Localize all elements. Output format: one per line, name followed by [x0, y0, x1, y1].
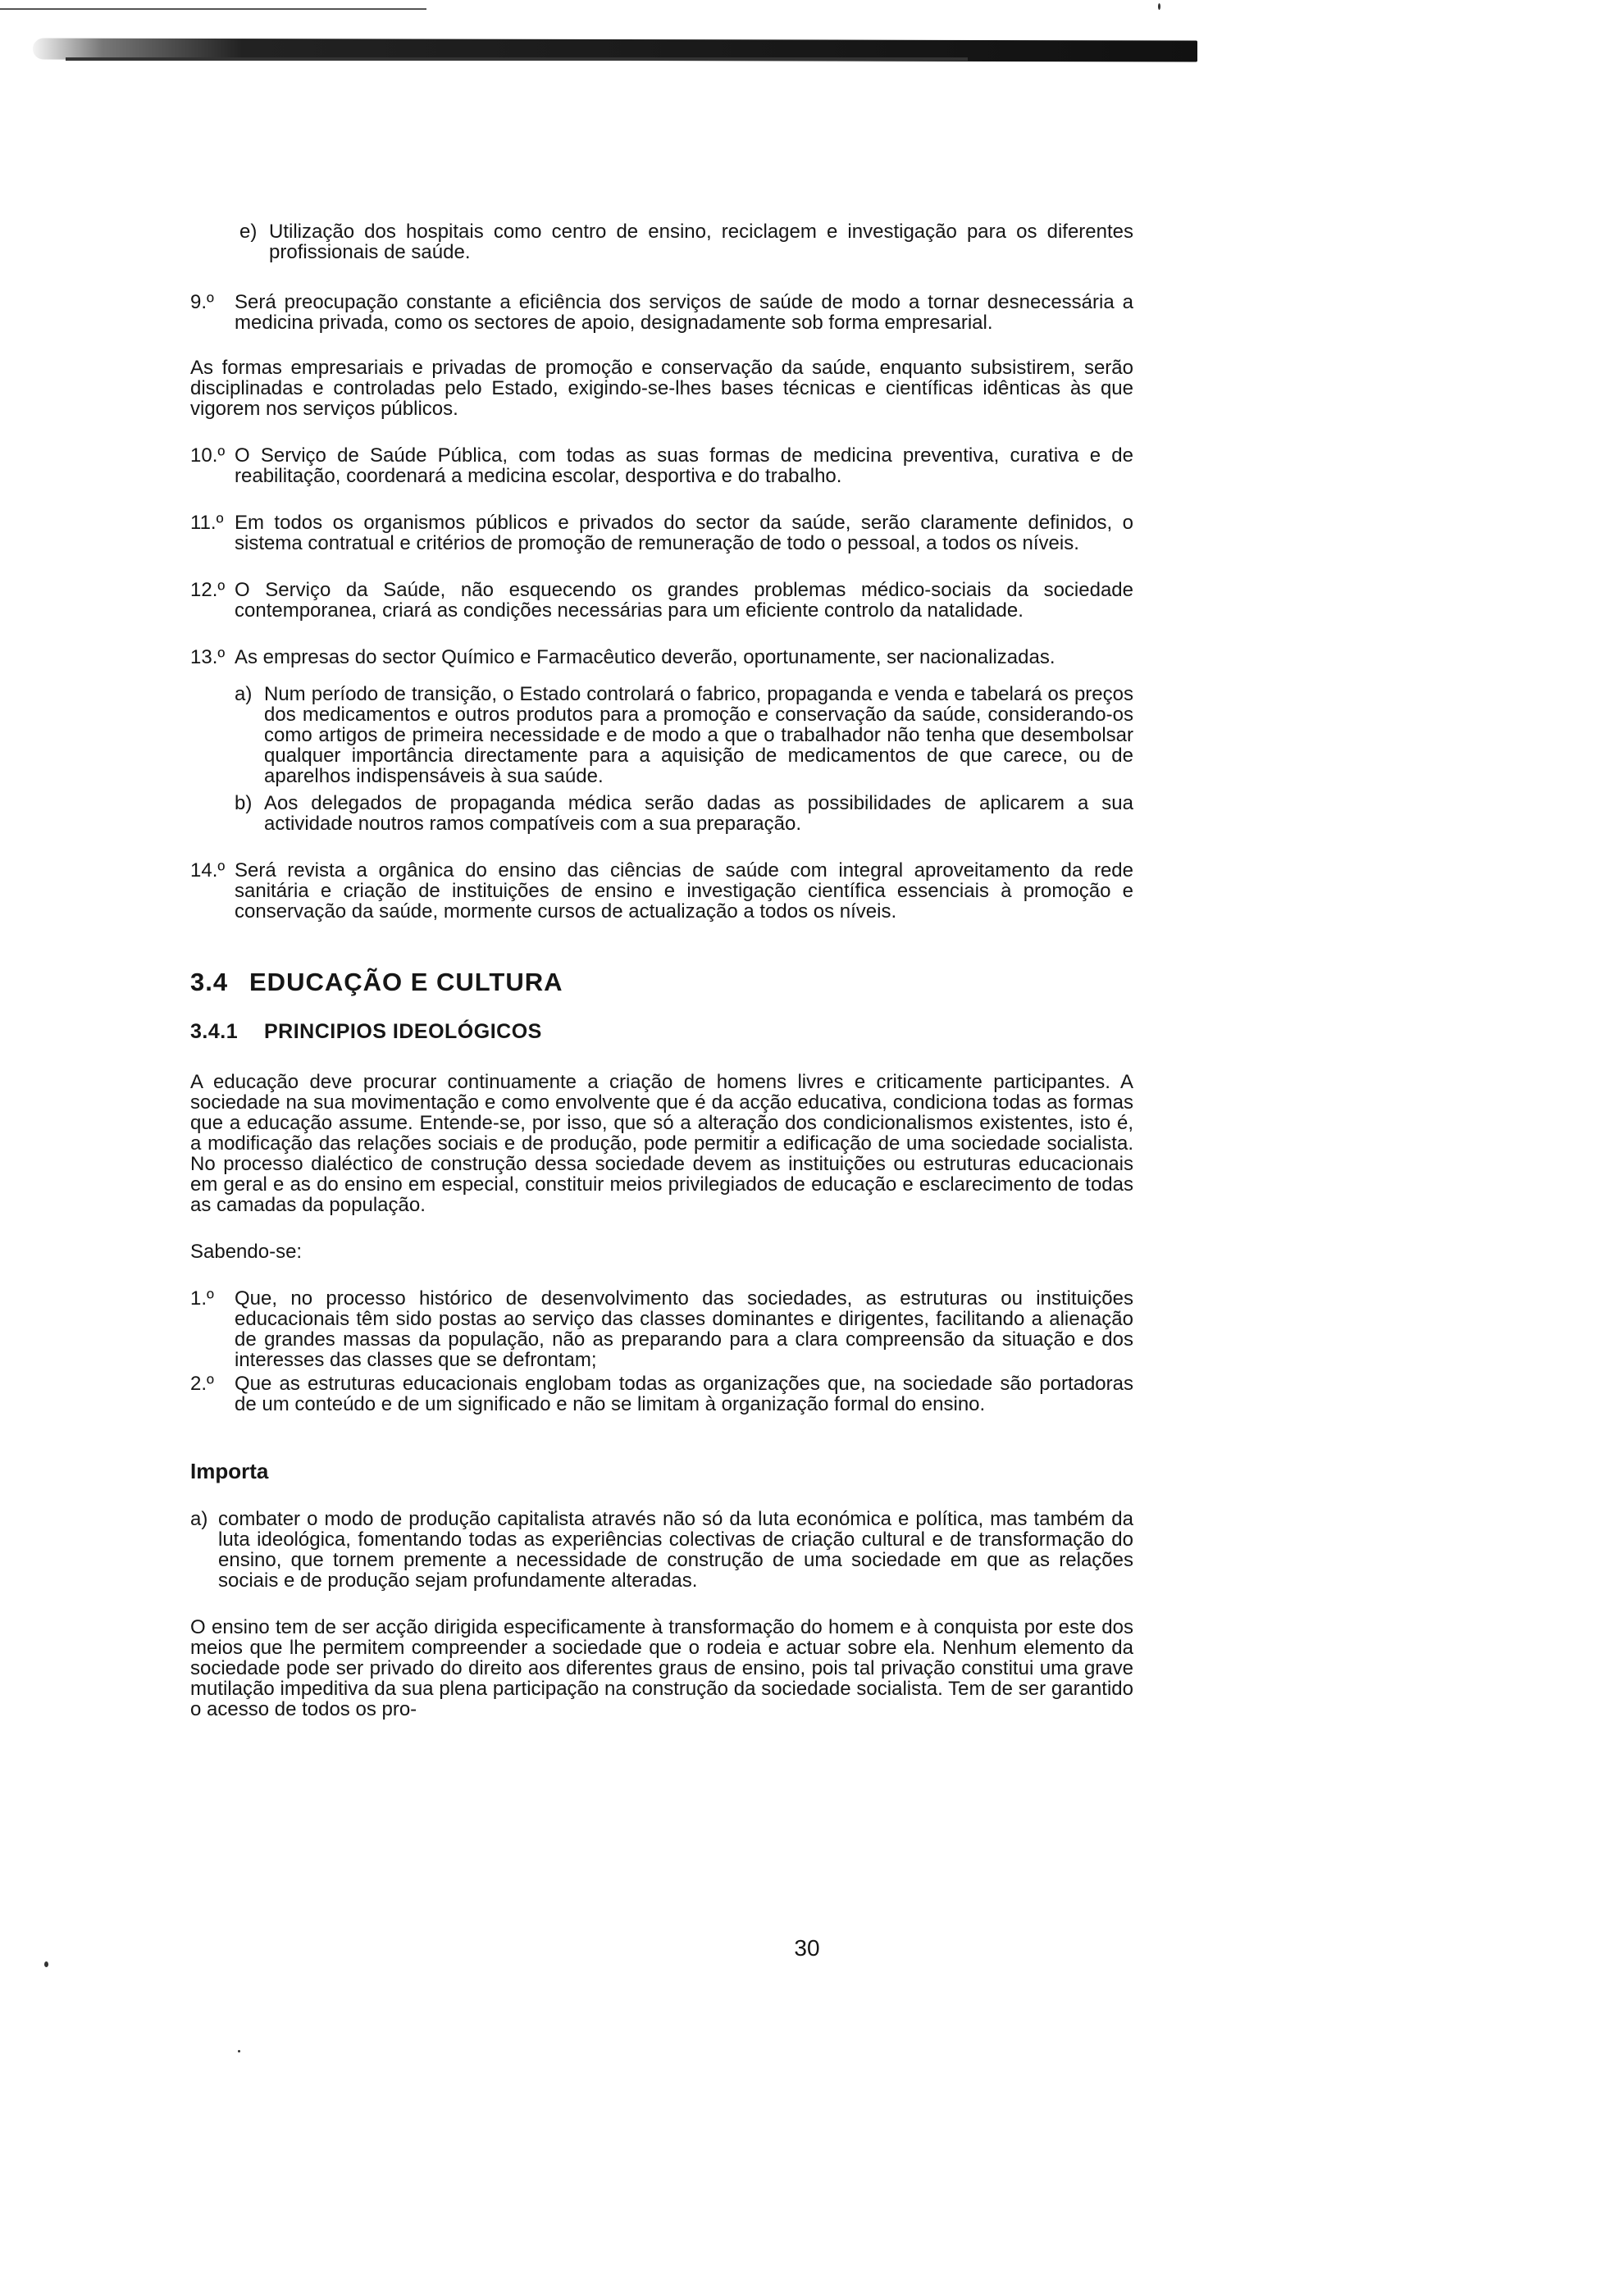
subsection-heading — [190, 1020, 1133, 1044]
page-number: 30 — [794, 1935, 820, 1961]
list-marker: b) — [235, 792, 253, 814]
list-item-12 — [190, 580, 1133, 621]
list-item-13 — [190, 647, 1133, 667]
list-marker: 13.º — [190, 646, 226, 668]
list-marker: 9.º — [190, 291, 214, 313]
list-item-13a — [235, 684, 1133, 786]
list-marker: 14.º — [190, 859, 226, 882]
paragraph-educacao: A educação deve procurar continuamente a criação de homens livres e criticamente participantes. A sociedade na sua movimentação e como envolvente que é da acção educativa, condiciona todas as formas que a educação assume. Entende-se, por isso, que só a alteração dos condicionalismos existentes, isto é, a modificação das relações sociais e de produção, pode permitir a edificação de uma sociedade socialista. No processo dialéctico de construção dessa sociedade devem as instituições ou estruturas educacionais em geral e as do ensino em especial, constituir meios privilegiados de educação e esclarecimento de todas as camadas da população. — [190, 1071, 1133, 1216]
paragraph-formas-empresariais: As formas empresariais e privadas de promoção e conservação da saúde, enquanto subsistirem, serão disciplinadas e controladas pelo Estado, exigindo-se-lhes bases técnicas e científicas idênticas às que vigorem nos serviços públicos. — [190, 357, 1133, 420]
list-item-s2 — [190, 1374, 1133, 1414]
scan-speck — [1158, 3, 1160, 10]
list-text: Que, no processo histórico de desenvolvimento das sociedades, as estruturas ou instituições educacionais têm sido postas ao serviço das classes dominantes e dirigentes, facilitando a alienação de grandes massas da população, não as preparando para a clara compreensão da situação e dos interesses das classes que se defrontam; — [235, 1287, 1133, 1371]
scan-edge-line — [0, 8, 426, 10]
list-marker: e) — [239, 221, 258, 243]
list-marker: 12.º — [190, 579, 226, 601]
list-marker: a) — [190, 1508, 208, 1530]
section-number: 3.4 — [190, 968, 229, 996]
list-text: Será preocupação constante a eficiência dos serviços de saúde de modo a tornar desnecessária a medicina privada, como os sectores de apoio, designadamente sob forma empresarial. — [235, 291, 1133, 334]
subsection-title: PRINCIPIOS IDEOLÓGICOS — [264, 1020, 542, 1043]
heading-importa: Importa — [190, 1459, 269, 1483]
list-text: Num período de transição, o Estado controlará o fabrico, propaganda e venda e tabelará os preços dos medicamentos e outros produtos para a promoção e conservação da saúde, considerando-os como artigos de primeira necessidade e de modo a que o trabalhador não tenha que desembolsar qualquer importância directamente para a aquisição de medicamentos de que carece, ou de aparelhos indispensáveis à sua saúde. — [264, 683, 1133, 787]
list-text: As empresas do sector Químico e Farmacêutico deverão, oportunamente, ser nacionalizadas. — [235, 646, 1055, 668]
list-text: Aos delegados de propaganda médica serão dadas as possibilidades de aplicarem a sua actividade noutros ramos compatíveis com a sua preparação. — [264, 792, 1133, 835]
section-heading — [190, 968, 1133, 997]
document-body — [190, 221, 1133, 1746]
list-item-9 — [190, 292, 1133, 333]
list-item-importa-a — [190, 1509, 1133, 1591]
list-text: O Serviço da Saúde, não esquecendo os grandes problemas médico-sociais da sociedade contemporanea, criará as condições necessárias para um eficiente controlo da natalidade. — [235, 579, 1133, 622]
list-text: combater o modo de produção capitalista através não só da luta económica e política, mas também da luta ideológica, fomentando todas as experiências colectivas de criação cultural e de transformação do ensino, que tornem premente a necessidade de construção de uma sociedade em que as relações sociais e de produção sejam profundamente alteradas. — [218, 1508, 1133, 1592]
list-text: Que as estruturas educacionais englobam todas as organizações que, na sociedade são portadoras de um conteúdo e de um significado e não se limitam à organização formal do ensino. — [235, 1373, 1133, 1415]
scan-binding-underline — [66, 57, 968, 61]
list-marker: 2.º — [190, 1373, 214, 1395]
list-marker: 1.º — [190, 1287, 214, 1310]
list-item-14 — [190, 860, 1133, 922]
scan-speck — [238, 2050, 240, 2052]
list-item-10 — [190, 445, 1133, 486]
list-marker: a) — [235, 683, 253, 705]
list-text: Em todos os organismos públicos e privados do sector da saúde, serão claramente definidos, o sistema contratual e critérios de promoção de remuneração de todo o pessoal, a todos os níveis. — [235, 512, 1133, 554]
list-text: O Serviço de Saúde Pública, com todas as suas formas de medicina preventiva, curativa e de reabilitação, coordenará a medicina escolar, desportiva e do trabalho. — [235, 444, 1133, 487]
subsection-number: 3.4.1 — [190, 1020, 239, 1043]
list-text: Será revista a orgânica do ensino das ciências de saúde com integral aproveitamento da rede sanitária e criação de instituições de ensino e investigação científica essenciais à promoção e conservação da saúde, mormente cursos de actualização a todos os níveis. — [235, 859, 1133, 922]
scan-speck — [44, 1961, 48, 1967]
list-marker: 11.º — [190, 512, 224, 534]
list-item-11 — [190, 512, 1133, 554]
paragraph-sabendo: Sabendo-se: — [190, 1241, 303, 1263]
list-marker: 10.º — [190, 444, 226, 467]
section-title: EDUCAÇÃO E CULTURA — [249, 968, 563, 996]
list-item-e — [239, 221, 1133, 262]
list-text: Utilização dos hospitais como centro de ensino, reciclagem e investigação para os diferentes profissionais de saúde. — [269, 221, 1133, 263]
paragraph-ensino: O ensino tem de ser acção dirigida especificamente à transformação do homem e à conquista por este dos meios que lhe permitem compreender a sociedade que o rodeia e actuar sobre ela. Nenhum elemento da sociedade pode ser privado do direito aos diferentes graus de ensino, pois tal privação constitui uma grave mutilação impeditiva da sua plena participação na construção da sociedade socialista. Tem de ser garantido o acesso de todos os pro- — [190, 1616, 1133, 1720]
list-item-13b — [235, 793, 1133, 834]
list-item-s1 — [190, 1288, 1133, 1370]
